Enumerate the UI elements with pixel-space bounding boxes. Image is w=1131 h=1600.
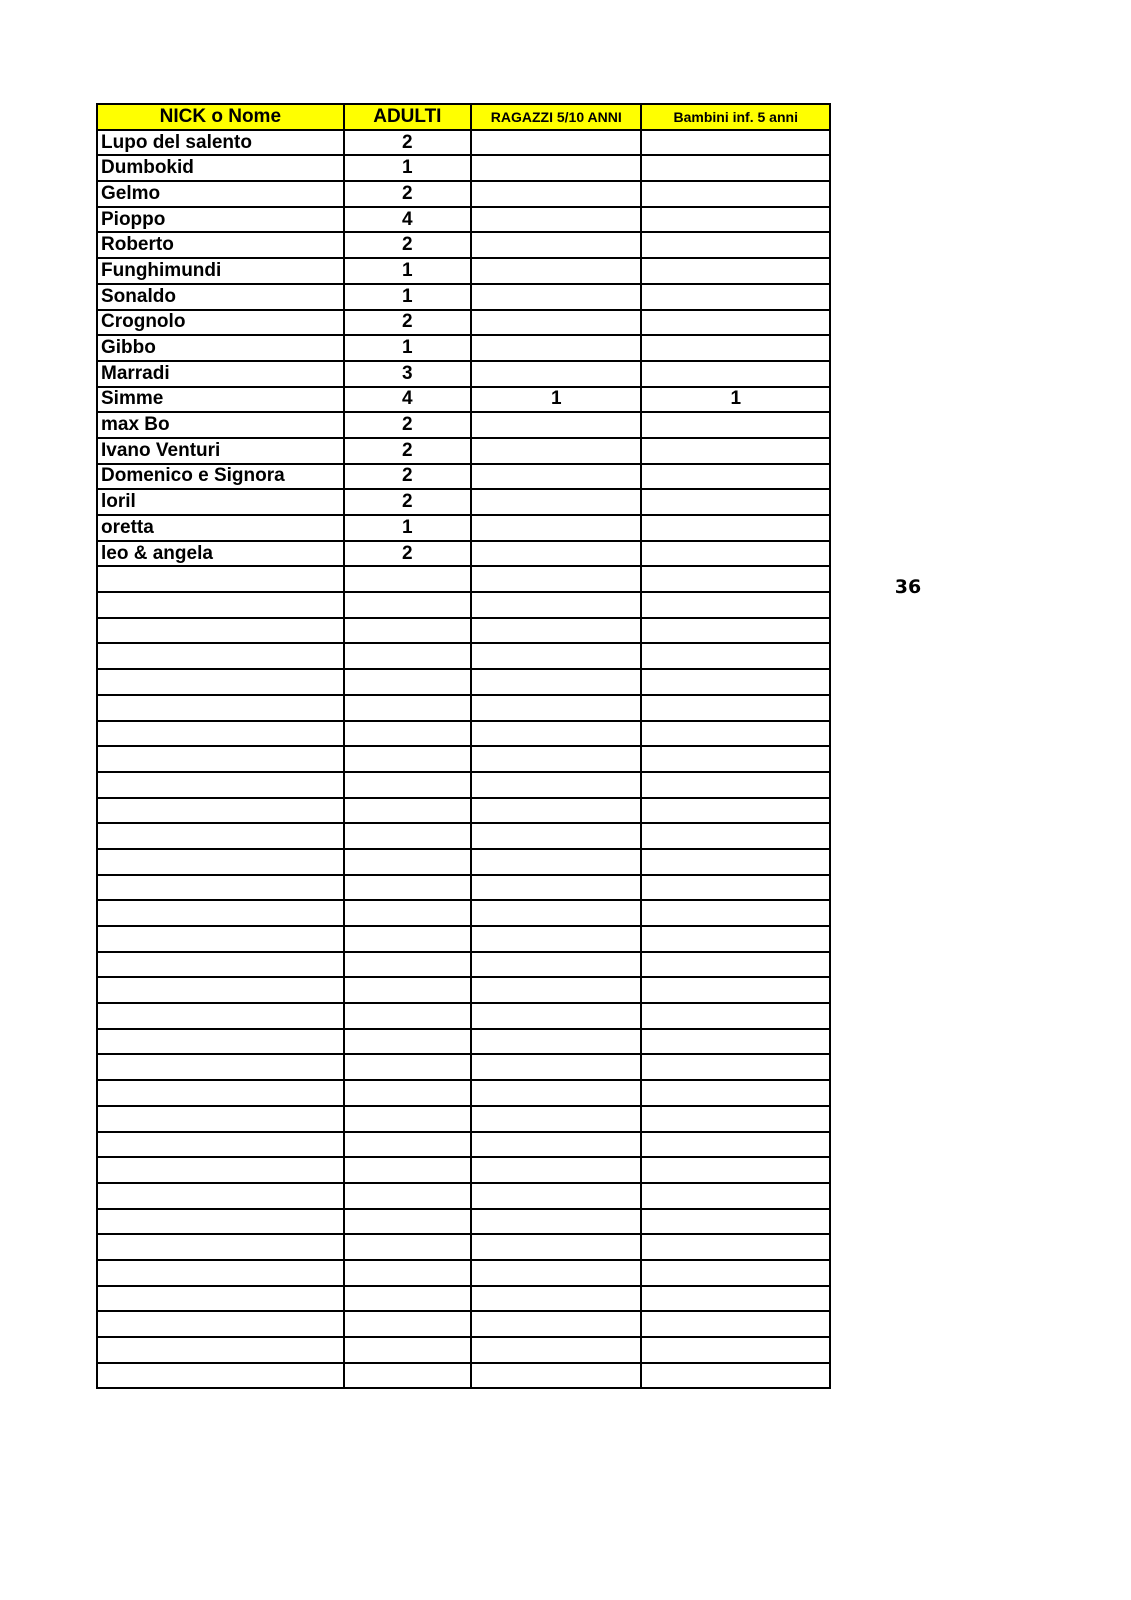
empty-row <box>97 823 830 849</box>
cell-ragazzi <box>471 541 641 567</box>
empty-cell <box>641 1234 830 1260</box>
empty-cell <box>344 1209 471 1235</box>
empty-cell <box>641 721 830 747</box>
table-row <box>97 130 830 156</box>
empty-cell <box>344 1286 471 1312</box>
empty-cell <box>344 1234 471 1260</box>
empty-cell <box>97 1080 344 1106</box>
empty-cell <box>641 1311 830 1337</box>
empty-cell <box>97 592 344 618</box>
cell-name: Pioppo <box>97 207 344 233</box>
cell-name: leo & angela <box>97 541 344 567</box>
cell-name: Gelmo <box>97 181 344 207</box>
empty-cell <box>97 1106 344 1132</box>
empty-cell <box>97 823 344 849</box>
empty-cell <box>344 1054 471 1080</box>
table-row <box>97 155 830 181</box>
table-row <box>97 232 830 258</box>
empty-cell <box>471 566 641 592</box>
cell-name: Crognolo <box>97 310 344 336</box>
empty-cell <box>97 1260 344 1286</box>
empty-cell <box>344 1183 471 1209</box>
cell-ragazzi <box>471 515 641 541</box>
cell-ragazzi <box>471 284 641 310</box>
table-row <box>97 541 830 567</box>
cell-bambini <box>641 464 830 490</box>
empty-cell <box>471 1311 641 1337</box>
empty-cell <box>344 977 471 1003</box>
empty-cell <box>641 772 830 798</box>
empty-cell <box>97 1286 344 1312</box>
empty-cell <box>97 900 344 926</box>
table-row <box>97 412 830 438</box>
empty-row <box>97 1183 830 1209</box>
empty-cell <box>344 643 471 669</box>
empty-cell <box>641 900 830 926</box>
empty-cell <box>641 1363 830 1389</box>
empty-cell <box>641 669 830 695</box>
cell-ragazzi <box>471 335 641 361</box>
empty-row <box>97 1080 830 1106</box>
cell-adulti: 2 <box>344 130 471 156</box>
table-row <box>97 489 830 515</box>
cell-adulti: 3 <box>344 361 471 387</box>
empty-cell <box>641 746 830 772</box>
empty-row <box>97 1311 830 1337</box>
cell-adulti: 1 <box>344 335 471 361</box>
cell-ragazzi <box>471 130 641 156</box>
cell-name: max Bo <box>97 412 344 438</box>
empty-row <box>97 798 830 824</box>
cell-name: oretta <box>97 515 344 541</box>
empty-cell <box>344 900 471 926</box>
empty-cell <box>344 1311 471 1337</box>
empty-cell <box>641 1260 830 1286</box>
empty-cell <box>471 952 641 978</box>
header-adulti: ADULTI <box>344 104 471 130</box>
empty-cell <box>344 1337 471 1363</box>
empty-cell <box>471 592 641 618</box>
empty-cell <box>344 1157 471 1183</box>
cell-adulti: 1 <box>344 258 471 284</box>
cell-ragazzi <box>471 155 641 181</box>
header-bambini: Bambini inf. 5 anni <box>641 104 830 130</box>
empty-cell <box>471 1003 641 1029</box>
empty-cell <box>471 695 641 721</box>
cell-name: Lupo del salento <box>97 130 344 156</box>
empty-cell <box>471 823 641 849</box>
cell-name: Marradi <box>97 361 344 387</box>
cell-ragazzi <box>471 361 641 387</box>
empty-cell <box>471 900 641 926</box>
cell-name: Ivano Venturi <box>97 438 344 464</box>
cell-ragazzi <box>471 489 641 515</box>
empty-cell <box>471 1029 641 1055</box>
empty-cell <box>97 618 344 644</box>
cell-ragazzi <box>471 464 641 490</box>
empty-cell <box>471 1183 641 1209</box>
empty-cell <box>641 1337 830 1363</box>
cell-adulti: 1 <box>344 284 471 310</box>
empty-cell <box>641 1106 830 1132</box>
cell-name: loril <box>97 489 344 515</box>
empty-row <box>97 1209 830 1235</box>
empty-cell <box>344 823 471 849</box>
empty-cell <box>641 1080 830 1106</box>
empty-cell <box>97 746 344 772</box>
empty-cell <box>97 1234 344 1260</box>
cell-ragazzi <box>471 207 641 233</box>
empty-cell <box>344 1260 471 1286</box>
cell-bambini <box>641 284 830 310</box>
cell-bambini <box>641 361 830 387</box>
empty-cell <box>344 849 471 875</box>
cell-bambini <box>641 155 830 181</box>
empty-cell <box>97 1054 344 1080</box>
empty-cell <box>641 926 830 952</box>
table-row <box>97 258 830 284</box>
empty-row <box>97 1260 830 1286</box>
empty-cell <box>471 1106 641 1132</box>
empty-cell <box>344 746 471 772</box>
participants-table <box>96 103 831 1389</box>
empty-cell <box>97 643 344 669</box>
empty-cell <box>97 695 344 721</box>
empty-cell <box>97 566 344 592</box>
cell-bambini <box>641 130 830 156</box>
empty-row <box>97 1363 830 1389</box>
cell-ragazzi <box>471 438 641 464</box>
total-count: 36 <box>894 576 922 598</box>
cell-name: Dumbokid <box>97 155 344 181</box>
empty-cell <box>344 1080 471 1106</box>
empty-cell <box>471 1157 641 1183</box>
empty-cell <box>344 952 471 978</box>
cell-ragazzi <box>471 181 641 207</box>
empty-row <box>97 1106 830 1132</box>
empty-cell <box>641 592 830 618</box>
cell-ragazzi: 1 <box>471 387 641 413</box>
empty-cell <box>97 952 344 978</box>
empty-row <box>97 977 830 1003</box>
empty-cell <box>641 798 830 824</box>
empty-cell <box>344 566 471 592</box>
empty-row <box>97 1157 830 1183</box>
empty-row <box>97 721 830 747</box>
table-row <box>97 181 830 207</box>
cell-ragazzi <box>471 412 641 438</box>
cell-bambini <box>641 181 830 207</box>
cell-bambini <box>641 438 830 464</box>
empty-cell <box>471 618 641 644</box>
cell-bambini <box>641 310 830 336</box>
empty-cell <box>471 926 641 952</box>
empty-cell <box>471 721 641 747</box>
cell-adulti: 2 <box>344 464 471 490</box>
empty-cell <box>641 643 830 669</box>
empty-cell <box>344 875 471 901</box>
empty-cell <box>471 1337 641 1363</box>
cell-adulti: 2 <box>344 181 471 207</box>
empty-cell <box>97 875 344 901</box>
empty-cell <box>471 1234 641 1260</box>
cell-adulti: 2 <box>344 310 471 336</box>
empty-row <box>97 952 830 978</box>
cell-bambini <box>641 258 830 284</box>
empty-cell <box>641 1029 830 1055</box>
empty-cell <box>344 592 471 618</box>
empty-cell <box>97 1183 344 1209</box>
empty-cell <box>344 1132 471 1158</box>
empty-cell <box>641 1003 830 1029</box>
empty-cell <box>471 1054 641 1080</box>
empty-cell <box>641 952 830 978</box>
empty-cell <box>344 1029 471 1055</box>
cell-name: Sonaldo <box>97 284 344 310</box>
cell-adulti: 2 <box>344 232 471 258</box>
cell-adulti: 2 <box>344 541 471 567</box>
empty-cell <box>97 1157 344 1183</box>
empty-row <box>97 643 830 669</box>
empty-cell <box>344 1363 471 1389</box>
empty-row <box>97 1029 830 1055</box>
cell-adulti: 2 <box>344 438 471 464</box>
empty-cell <box>471 1363 641 1389</box>
empty-cell <box>641 849 830 875</box>
empty-row <box>97 772 830 798</box>
header-row <box>97 104 830 130</box>
table-row <box>97 387 830 413</box>
empty-cell <box>471 746 641 772</box>
empty-cell <box>471 1260 641 1286</box>
cell-adulti: 4 <box>344 207 471 233</box>
empty-row <box>97 1003 830 1029</box>
empty-cell <box>641 1209 830 1235</box>
empty-row <box>97 1234 830 1260</box>
empty-cell <box>641 1286 830 1312</box>
empty-row <box>97 1132 830 1158</box>
cell-adulti: 1 <box>344 515 471 541</box>
cell-bambini: 1 <box>641 387 830 413</box>
empty-row <box>97 875 830 901</box>
table-row <box>97 207 830 233</box>
empty-row <box>97 926 830 952</box>
empty-cell <box>344 772 471 798</box>
cell-bambini <box>641 207 830 233</box>
empty-cell <box>641 618 830 644</box>
empty-cell <box>97 849 344 875</box>
header-ragazzi: RAGAZZI 5/10 ANNI <box>471 104 641 130</box>
table-row <box>97 310 830 336</box>
cell-ragazzi <box>471 310 641 336</box>
empty-row <box>97 746 830 772</box>
cell-name: Funghimundi <box>97 258 344 284</box>
table-body <box>97 130 830 1389</box>
empty-row <box>97 900 830 926</box>
cell-bambini <box>641 515 830 541</box>
header-nick: NICK o Nome <box>97 104 344 130</box>
empty-cell <box>97 1029 344 1055</box>
empty-row <box>97 669 830 695</box>
empty-row <box>97 695 830 721</box>
empty-cell <box>97 1132 344 1158</box>
empty-cell <box>641 566 830 592</box>
empty-cell <box>97 798 344 824</box>
empty-cell <box>97 721 344 747</box>
empty-row <box>97 618 830 644</box>
empty-cell <box>97 669 344 695</box>
table-row <box>97 515 830 541</box>
empty-cell <box>471 1080 641 1106</box>
table-row <box>97 464 830 490</box>
empty-cell <box>471 1286 641 1312</box>
empty-cell <box>641 1183 830 1209</box>
empty-cell <box>641 1132 830 1158</box>
cell-bambini <box>641 335 830 361</box>
empty-cell <box>471 772 641 798</box>
cell-adulti: 2 <box>344 412 471 438</box>
empty-cell <box>97 1363 344 1389</box>
empty-cell <box>344 798 471 824</box>
cell-name: Gibbo <box>97 335 344 361</box>
cell-adulti: 1 <box>344 155 471 181</box>
empty-row <box>97 1337 830 1363</box>
table-row <box>97 438 830 464</box>
empty-cell <box>641 823 830 849</box>
empty-cell <box>344 695 471 721</box>
cell-ragazzi <box>471 232 641 258</box>
empty-cell <box>471 669 641 695</box>
empty-cell <box>344 1106 471 1132</box>
empty-row <box>97 849 830 875</box>
cell-bambini <box>641 489 830 515</box>
empty-cell <box>97 1311 344 1337</box>
empty-cell <box>471 1209 641 1235</box>
cell-adulti: 4 <box>344 387 471 413</box>
cell-bambini <box>641 412 830 438</box>
cell-bambini <box>641 541 830 567</box>
empty-row <box>97 1054 830 1080</box>
empty-cell <box>344 926 471 952</box>
empty-cell <box>344 618 471 644</box>
table-row <box>97 361 830 387</box>
empty-cell <box>97 1209 344 1235</box>
cell-adulti: 2 <box>344 489 471 515</box>
empty-row <box>97 1286 830 1312</box>
empty-cell <box>471 875 641 901</box>
table-row <box>97 335 830 361</box>
empty-cell <box>344 1003 471 1029</box>
empty-cell <box>641 875 830 901</box>
empty-cell <box>97 926 344 952</box>
empty-row <box>97 566 830 592</box>
empty-cell <box>97 1337 344 1363</box>
empty-row <box>97 592 830 618</box>
cell-bambini <box>641 232 830 258</box>
empty-cell <box>641 1157 830 1183</box>
empty-cell <box>97 1003 344 1029</box>
cell-name: Simme <box>97 387 344 413</box>
cell-name: Domenico e Signora <box>97 464 344 490</box>
empty-cell <box>641 977 830 1003</box>
table-row <box>97 284 830 310</box>
empty-cell <box>641 1054 830 1080</box>
empty-cell <box>471 643 641 669</box>
empty-cell <box>641 695 830 721</box>
empty-cell <box>471 977 641 1003</box>
cell-ragazzi <box>471 258 641 284</box>
empty-cell <box>344 721 471 747</box>
empty-cell <box>471 1132 641 1158</box>
empty-cell <box>471 849 641 875</box>
empty-cell <box>97 977 344 1003</box>
cell-name: Roberto <box>97 232 344 258</box>
empty-cell <box>97 772 344 798</box>
empty-cell <box>344 669 471 695</box>
empty-cell <box>471 798 641 824</box>
